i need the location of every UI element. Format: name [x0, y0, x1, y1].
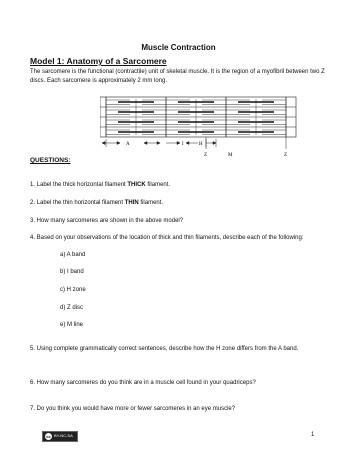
question-4d: d) Z disc	[60, 305, 84, 311]
creative-commons-badge	[42, 431, 78, 442]
license-text: BY-NC-SA	[54, 433, 73, 438]
question-4e: e) M line	[60, 322, 84, 328]
question-6: 6. How many sarcomeres do you think are in a muscle cell found in your quadriceps?	[30, 380, 256, 386]
question-1: 1. Label the thick horizontal filament THICK filament.	[30, 182, 171, 188]
question-4b: b) I band	[60, 269, 84, 275]
page-title: Muscle Contraction	[141, 43, 216, 52]
z-right-label: Z	[284, 153, 288, 157]
question-4: 4. Based on your observations of the location of thick and thin filaments, describe each of the following:	[30, 235, 304, 241]
question-7: 7. Do you think you would have more or fewer sarcomeres in an eye muscle?	[30, 406, 236, 412]
i-band-label: I	[182, 142, 184, 147]
sarcomere-diagram	[100, 95, 300, 157]
intro-paragraph: The sarcomere is the functional (contractile) unit of skeletal muscle. It is the region of a myofibril between two Z discs. Each sarcomere is approximately 2 mm long.	[30, 69, 325, 84]
question-2: 2. Label the thin horizontal filament THIN filament.	[30, 200, 164, 206]
page-number: 1	[311, 432, 315, 438]
h-zone-label: H	[199, 142, 203, 147]
questions-heading: QUESTIONS:	[30, 157, 71, 164]
a-band-label: A	[126, 142, 130, 147]
question-4a: a) A band	[60, 252, 86, 258]
question-4c: c) H zone	[60, 287, 86, 293]
m-line-label: M	[228, 153, 233, 157]
z-left-label: Z	[204, 153, 208, 157]
question-3: 3. How many sarcomeres are shown in the above model?	[30, 218, 184, 224]
cc-icon: cc	[44, 432, 53, 441]
question-5: 5. Using complete grammatically correct sentences, describe how the H zone differs from the A band.	[30, 346, 299, 352]
model-heading: Model 1: Anatomy of a Sarcomere	[30, 56, 167, 66]
